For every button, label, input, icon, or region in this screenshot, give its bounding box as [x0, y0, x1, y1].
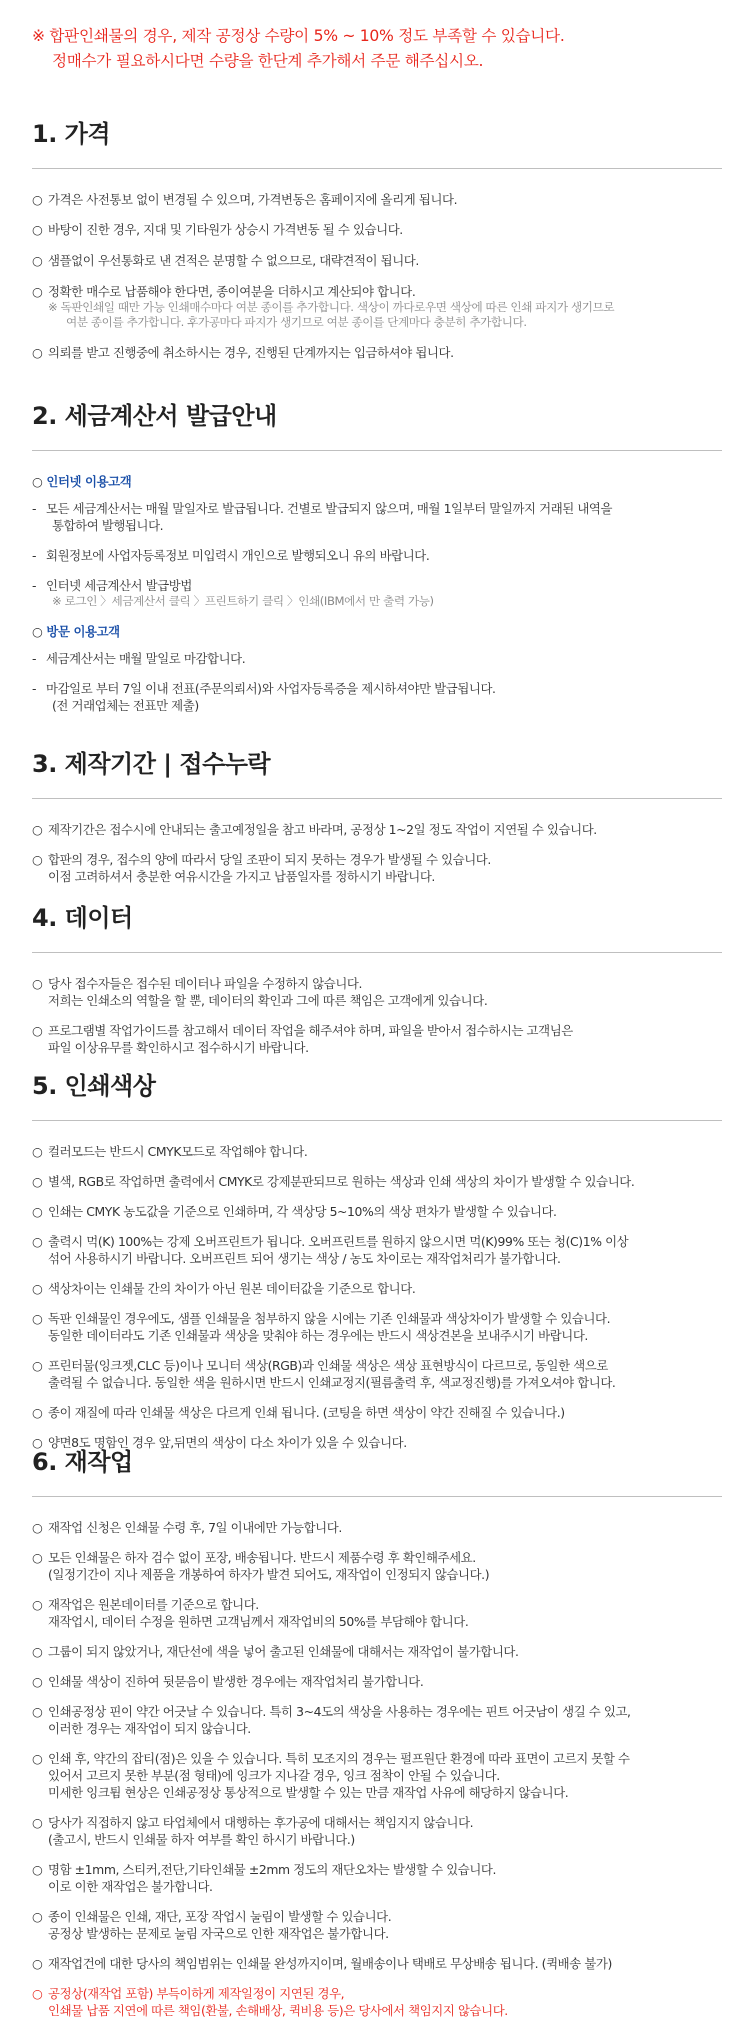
circle-bullet-icon: ○	[32, 852, 43, 867]
list-item: ○ 재작업 신청은 인쇄물 수령 후, 7일 이내에만 가능합니다.	[32, 1520, 342, 1535]
list-item: ○ 인쇄공정상 핀이 약간 어긋날 수 있습니다. 특히 3~4도의 색상을 사용하는 경우에는 핀트 어긋남이 생길 수 있고, 이러한 경우는 재작업이 되지 않습니다.	[32, 1704, 631, 1736]
circle-bullet-icon: ○	[32, 345, 43, 360]
list-item: ○ 색상차이는 인쇄물 간의 차이가 아닌 원본 데이터값을 기준으로 합니다.	[32, 1281, 416, 1296]
circle-bullet-icon: ○	[32, 474, 43, 489]
section-tax-invoice	[32, 396, 722, 727]
list-item: - 마감일로 부터 7일 이내 전표(주문의뢰서)와 사업자등록증을 제시하셔야만 발급됩니다. (전 거래업체는 전표만 제출)	[32, 681, 496, 713]
section-divider	[32, 952, 722, 953]
circle-bullet-icon: ○	[32, 822, 43, 837]
section-divider	[32, 798, 722, 799]
list-item: ○ 인쇄 후, 약간의 잡티(점)은 있을 수 있습니다. 특히 모조지의 경우는 펄프원단 환경에 따라 표면이 고르지 못할 수 있어서 고르지 못한 부분(점 형태)에 잉크가 지나갈 경우, 잉크 점착이 안될 수 있습니다. 미세한 잉크튐 현상은 인쇄공정상 통상적으로 발생할 수 있는 만큼 재작업 사유에 해당하지 않습니다.	[32, 1751, 630, 1800]
section-title: 1. 가격	[32, 120, 111, 148]
list-item: ○ 출력시 먹(K) 100%는 강제 오버프린트가 됩니다. 오버프린트를 원하지 않으시면 먹(K)99% 또는 청(C)1% 이상 섞어 사용하시기 바랍니다. 오버프린트 되어 생기는 색상 / 농도 차이로는 재작업처리가 불가합니다.	[32, 1234, 629, 1266]
list-item: ○ 제작기간은 접수시에 안내되는 출고예정일을 참고 바라며, 공정상 1~2일 정도 작업이 지연될 수 있습니다.	[32, 822, 597, 837]
list-item: ○ 합판의 경우, 접수의 양에 따라서 당일 조판이 되지 못하는 경우가 발생될 수 있습니다. 이점 고려하셔서 충분한 여유시간을 가지고 납품일자를 정하시기 바랍니다.	[32, 852, 491, 884]
list-item: ○ 재작업건에 대한 당사의 책임범위는 인쇄물 완성까지이며, 월배송이나 택배로 무상배송 됩니다. (퀵배송 불가)	[32, 1956, 612, 1971]
circle-bullet-icon: ○	[32, 1550, 43, 1565]
list-item: ○ 가격은 사전통보 없이 변경될 수 있으며, 가격변동은 홈페이지에 올리게 됩니다.	[32, 192, 458, 207]
list-item: ○ 별색, RGB로 작업하면 출력에서 CMYK로 강제분판되므로 원하는 색상과 인쇄 색상의 차이가 발생할 수 있습니다.	[32, 1174, 635, 1189]
list-item-warning: ○ 공정상(재작업 포함) 부득이하게 제작일정이 지연된 경우, 인쇄물 납품 지연에 따른 책임(환불, 손해배상, 퀵비용 등)은 당사에서 책임지지 않습니다.	[32, 1986, 508, 2018]
circle-bullet-icon: ○	[32, 1281, 43, 1296]
circle-bullet-icon: ○	[32, 1174, 43, 1189]
circle-bullet-icon: ○	[32, 284, 43, 299]
list-item: ○ 인쇄는 CMYK 농도값을 기준으로 인쇄하며, 각 색상당 5~10%의 색상 편차가 발생할 수 있습니다.	[32, 1204, 557, 1219]
list-item: ○ 명함 ±1mm, 스티커,전단,기타인쇄물 ±2mm 정도의 재단오차는 발생할 수 있습니다. 이로 이한 재작업은 불가합니다.	[32, 1862, 497, 1894]
notice-line-2: 정매수가 필요하시다면 수량을 한단계 추가해서 주문 해주십시오.	[52, 52, 484, 70]
circle-bullet-icon: ○	[32, 1311, 43, 1326]
list-item: ○ 종이 인쇄물은 인쇄, 재단, 포장 작업시 눌림이 발생할 수 있습니다. 공정상 발생하는 문제로 눌림 자국으로 인한 재작업은 불가합니다.	[32, 1909, 392, 1941]
list-item: ○ 의뢰를 받고 진행중에 취소하시는 경우, 진행된 단계까지는 입금하셔야 됩니다.	[32, 345, 454, 360]
circle-bullet-icon: ○	[32, 1909, 43, 1924]
circle-bullet-icon: ○	[32, 1704, 43, 1719]
circle-bullet-icon: ○	[32, 1956, 43, 1971]
list-item: - 인터넷 세금계산서 발급방법 ※ 로그인 〉세금계산서 클릭 〉프린트하기 클릭 〉인쇄(IBM에서 만 출력 가능)	[32, 578, 434, 608]
circle-bullet-icon: ○	[32, 1023, 43, 1038]
circle-bullet-icon: ○	[32, 1597, 43, 1612]
list-item: ○ 샘플없이 우선통화로 낸 견적은 분명할 수 없으므로, 대략견적이 됩니다.	[32, 253, 419, 268]
circle-bullet-icon: ○	[32, 1751, 43, 1766]
circle-bullet-icon: ○	[32, 1405, 43, 1420]
section-divider	[32, 168, 722, 169]
circle-bullet-icon: ○	[32, 1234, 43, 1249]
subheading-visit: ○ 방문 이용고객	[32, 624, 120, 639]
list-item: ○ 독판 인쇄물인 경우에도, 샘플 인쇄물을 첨부하지 않을 시에는 기존 인쇄물과 색상차이가 발생할 수 있습니다. 동일한 데이터라도 기존 인쇄물과 색상을 맞춰야 하는 경우에는 반드시 색상견본을 보내주시기 바랍니다.	[32, 1311, 611, 1343]
notice-line-1: ※ 합판인쇄물의 경우, 제작 공정상 수량이 5% ~ 10% 정도 부족할 수 있습니다.	[32, 27, 565, 45]
list-item: ○ 프린터물(잉크젯,CLC 등)이나 모니터 색상(RGB)과 인쇄물 색상은 색상 표현방식이 다르므로, 동일한 색으로 출력될 수 없습니다. 동일한 색을 원하시면 반드시 인쇄교정지(필름출력 후, 색교정진행)를 가져오셔야 합니다.	[32, 1358, 616, 1390]
circle-bullet-icon: ○	[32, 1435, 43, 1450]
list-item: ○ 양면8도 명함인 경우 앞,뒤면의 색상이 다소 차이가 있을 수 있습니다.	[32, 1435, 407, 1450]
section-title: 2. 세금계산서 발급안내	[32, 402, 277, 430]
section-divider	[32, 1120, 722, 1121]
circle-bullet-icon: ○	[32, 192, 43, 207]
circle-bullet-icon: ○	[32, 1204, 43, 1219]
list-item: ○ 당사가 직접하지 않고 타업체에서 대행하는 후가공에 대해서는 책임지지 않습니다. (출고시, 반드시 인쇄물 하자 여부를 확인 하시기 바랍니다.)	[32, 1815, 474, 1847]
circle-bullet-icon: ○	[32, 624, 43, 639]
list-item: ○ 컬러모드는 반드시 CMYK모드로 작업해야 합니다.	[32, 1144, 308, 1159]
circle-bullet-icon: ○	[32, 1986, 43, 2001]
quantity-notice	[32, 24, 722, 74]
circle-bullet-icon: ○	[32, 1674, 43, 1689]
circle-bullet-icon: ○	[32, 976, 43, 991]
section-rework	[32, 1442, 722, 2032]
section-production-period	[32, 744, 722, 898]
list-item: ○ 재작업은 원본데이터를 기준으로 합니다. 재작업시, 데이터 수정을 원하면 고객님께서 재작업비의 50%를 부담해야 합니다.	[32, 1597, 469, 1629]
circle-bullet-icon: ○	[32, 1144, 43, 1159]
list-item: - 세금계산서는 매월 말일로 마감합니다.	[32, 651, 246, 666]
section-divider	[32, 450, 722, 451]
list-item: - 모든 세금계산서는 매월 말일자로 발급됩니다. 건별로 발급되지 않으며, 매월 1일부터 말일까지 거래된 내역을 통합하여 발행됩니다.	[32, 501, 613, 533]
circle-bullet-icon: ○	[32, 222, 43, 237]
section-title: 6. 재작업	[32, 1448, 133, 1476]
section-divider	[32, 1496, 722, 1497]
section-print-color	[32, 1066, 722, 1464]
section-title: 3. 제작기간 | 접수누락	[32, 750, 271, 778]
section-title: 4. 데이터	[32, 904, 133, 932]
list-item: - 회원정보에 사업자등록정보 미입력시 개인으로 발행되오니 유의 바랍니다.	[32, 548, 430, 563]
circle-bullet-icon: ○	[32, 1644, 43, 1659]
section-price	[32, 114, 722, 374]
list-item: ○ 정확한 매수로 납품해야 한다면, 종이여분을 더하시고 계산되야 합니다. ※ 독판인쇄일 때만 가능 인쇄매수마다 여분 종이를 추가합니다. 색상이 까다로우면 색상에 따른 인쇄 파지가 생기므로 여분 종이를 추가합니다. 후가공마다 파지가 생기므로 여분 종이를 단계마다 충분히 추가합니다.	[32, 284, 615, 329]
circle-bullet-icon: ○	[32, 1815, 43, 1830]
list-item: ○ 바탕이 진한 경우, 지대 및 기타원가 상승시 가격변동 될 수 있습니다.	[32, 222, 403, 237]
list-item: ○ 그룹이 되지 않았거나, 재단선에 색을 넣어 출고된 인쇄물에 대해서는 재작업이 불가합니다.	[32, 1644, 519, 1659]
section-data	[32, 898, 722, 1069]
section-title: 5. 인쇄색상	[32, 1072, 156, 1100]
list-item: ○ 당사 접수자들은 접수된 데이터나 파일을 수정하지 않습니다. 저희는 인쇄소의 역할을 할 뿐, 데이터의 확인과 그에 따른 책임은 고객에게 있습니다.	[32, 976, 488, 1008]
circle-bullet-icon: ○	[32, 253, 43, 268]
circle-bullet-icon: ○	[32, 1862, 43, 1877]
list-item: ○ 종이 재질에 따라 인쇄물 색상은 다르게 인쇄 됩니다. (코팅을 하면 색상이 약간 진해질 수 있습니다.)	[32, 1405, 565, 1420]
list-item: ○ 인쇄물 색상이 진하여 뒷묻음이 발생한 경우에는 재작업처리 불가합니다.	[32, 1674, 424, 1689]
circle-bullet-icon: ○	[32, 1358, 43, 1373]
circle-bullet-icon: ○	[32, 1520, 43, 1535]
list-item: ○ 모든 인쇄물은 하자 검수 없이 포장, 배송됩니다. 반드시 제품수령 후 확인해주세요. (일정기간이 지나 제품을 개봉하여 하자가 발견 되어도, 재작업이 인정되지 않습니다.)	[32, 1550, 490, 1582]
subheading-internet: ○ 인터넷 이용고객	[32, 474, 132, 489]
list-item: ○ 프로그램별 작업가이드를 참고해서 데이터 작업을 해주셔야 하며, 파일을 받아서 접수하시는 고객님은 파일 이상유무를 확인하시고 접수하시기 바랍니다.	[32, 1023, 573, 1055]
